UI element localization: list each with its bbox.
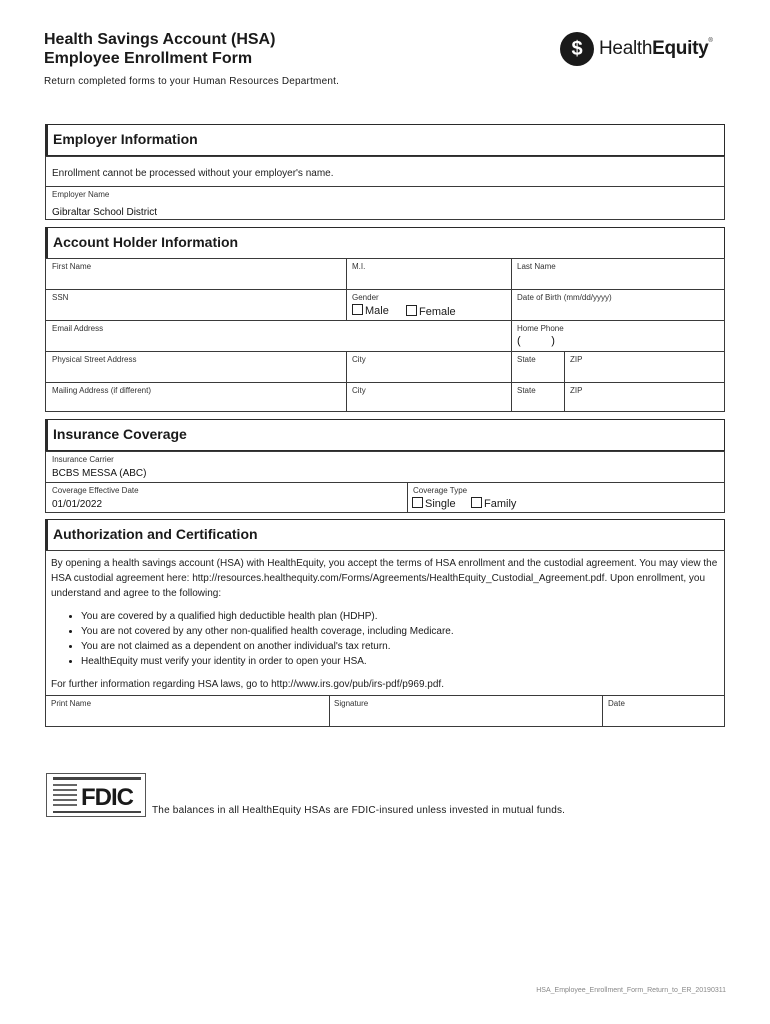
insurance-row-divider: [45, 482, 725, 483]
coverage-single-checkbox[interactable]: [412, 497, 423, 508]
date-field[interactable]: Date: [608, 699, 625, 708]
insurance-section-title: Insurance Coverage: [53, 426, 187, 442]
fdic-logo-text: FDIC: [81, 784, 133, 811]
coverage-single-option[interactable]: [412, 497, 456, 510]
employer-note: Enrollment cannot be processed without your employer's name.: [52, 168, 334, 179]
insurance-section-header: [45, 419, 725, 451]
authorization-bullet: • HealthEquity must verify your identity in order to open your HSA.: [81, 654, 741, 669]
mailing-city-field[interactable]: City: [352, 386, 366, 395]
signature-row-divider: [45, 695, 725, 696]
email-address-field[interactable]: Email Address: [52, 324, 104, 333]
gender-female-checkbox[interactable]: [406, 305, 417, 316]
ah-row-divider-3: [45, 351, 725, 352]
home-phone-label: Home Phone: [517, 324, 564, 333]
insurance-carrier-field[interactable]: BCBS MESSA (ABC): [52, 468, 147, 479]
signature-col-divider-b: [602, 695, 603, 727]
ah-col-divider-a: [346, 258, 347, 320]
print-name-field[interactable]: Print Name: [51, 699, 92, 708]
gender-female-option[interactable]: [406, 305, 456, 318]
fdic-logo-fineprint: [53, 784, 77, 808]
logo-text-light: Health: [599, 38, 653, 59]
authorization-bullet: • You are covered by a qualified high deductible health plan (HDHP).: [81, 609, 741, 624]
fdic-statement: The balances in all HealthEquity HSAs are FDIC-insured unless invested in mutual funds.: [152, 805, 566, 816]
healthequity-logo: [560, 31, 725, 67]
coverage-effective-field[interactable]: 01/01/2022: [52, 499, 103, 510]
coverage-family-checkbox[interactable]: [471, 497, 482, 508]
form-title-line1: Health Savings Account (HSA): [44, 31, 276, 48]
insurance-col-divider: [407, 482, 408, 513]
coverage-type-label: Coverage Type: [413, 486, 468, 495]
employer-divider: [45, 186, 725, 187]
fdic-logo: [46, 773, 146, 817]
employer-section-title: Employer Information: [53, 131, 198, 147]
mailing-address-field[interactable]: Mailing Address (if different): [52, 386, 152, 395]
logo-text-bold: Equity: [652, 38, 709, 59]
zip-field[interactable]: ZIP: [570, 355, 583, 364]
employer-name-label: Employer Name: [52, 190, 110, 199]
gender-male-option[interactable]: [352, 304, 389, 317]
last-name-field[interactable]: Last Name: [517, 262, 556, 271]
mailing-state-field[interactable]: State: [517, 386, 536, 395]
signature-col-divider-a: [329, 695, 330, 727]
gender-male-checkbox[interactable]: [352, 304, 363, 315]
coverage-family-label: Family: [484, 498, 517, 510]
employer-name-field[interactable]: Gibraltar School District: [52, 207, 158, 218]
form-subtitle: Return completed forms to your Human Resources Department.: [44, 76, 340, 87]
ah-col-divider-b: [346, 351, 347, 412]
first-name-field[interactable]: First Name: [52, 262, 92, 271]
employer-section-header: [45, 124, 725, 156]
ah-row-divider-4: [45, 382, 725, 383]
physical-street-field[interactable]: Physical Street Address: [52, 355, 137, 364]
account-holder-section-header: [45, 227, 725, 259]
state-field[interactable]: State: [517, 355, 536, 364]
ah-row-divider-2: [45, 320, 725, 321]
ssn-field[interactable]: SSN: [52, 293, 69, 302]
home-phone-field[interactable]: ( ): [517, 335, 555, 347]
ah-row-divider-1: [45, 289, 725, 290]
coverage-effective-label: Coverage Effective Date: [52, 486, 139, 495]
form-id-footer: HSA_Employee_Enrollment_Form_Return_to_ER_20190311: [536, 987, 726, 994]
authorization-section-title: Authorization and Certification: [53, 526, 258, 542]
date-of-birth-field[interactable]: Date of Birth (mm/dd/yyyy): [517, 293, 612, 302]
authorization-bullet: • You are not covered by any other non-qualified health coverage, including Medicare.: [81, 624, 741, 639]
middle-initial-field[interactable]: M.I.: [352, 262, 366, 271]
authorization-bullet-list: [51, 609, 741, 669]
authorization-section-header: [45, 519, 725, 551]
authorization-bullet: • You are not claimed as a dependent on another individual's tax return.: [81, 639, 741, 654]
form-title: [44, 30, 275, 68]
authorization-paragraph: By opening a health savings account (HSA) with HealthEquity, you accept the terms of HSA enrollment and the custodial agreement. You may view the HSA custodial agreement here: http://resources.healthequity.com/Forms/Agreements/HealthEquity_Custodial_Agreement.pdf. Upon enrollment, you understand and agree to the following:: [51, 558, 718, 599]
form-title-line2: Employee Enrollment Form: [44, 50, 253, 67]
ah-col-divider-c: [511, 258, 512, 412]
mailing-zip-field[interactable]: ZIP: [570, 386, 583, 395]
healthequity-logo-text: [599, 38, 713, 60]
signature-field[interactable]: Signature: [334, 699, 369, 708]
ah-col-divider-d: [564, 351, 565, 412]
coverage-family-option[interactable]: [471, 497, 516, 510]
logo-registered-mark: ®: [708, 38, 713, 44]
gender-male-label: Male: [365, 305, 389, 317]
healthequity-logo-icon: $: [560, 32, 594, 66]
irs-info-text: For further information regarding HSA laws, go to http://www.irs.gov/pub/irs-pdf/p969.pdf.: [51, 679, 444, 690]
city-field[interactable]: City: [352, 355, 366, 364]
coverage-single-label: Single: [425, 498, 456, 510]
gender-label: Gender: [352, 293, 379, 302]
account-holder-section-title: Account Holder Information: [53, 234, 239, 250]
insurance-carrier-label: Insurance Carrier: [52, 455, 114, 464]
gender-female-label: Female: [419, 306, 456, 318]
